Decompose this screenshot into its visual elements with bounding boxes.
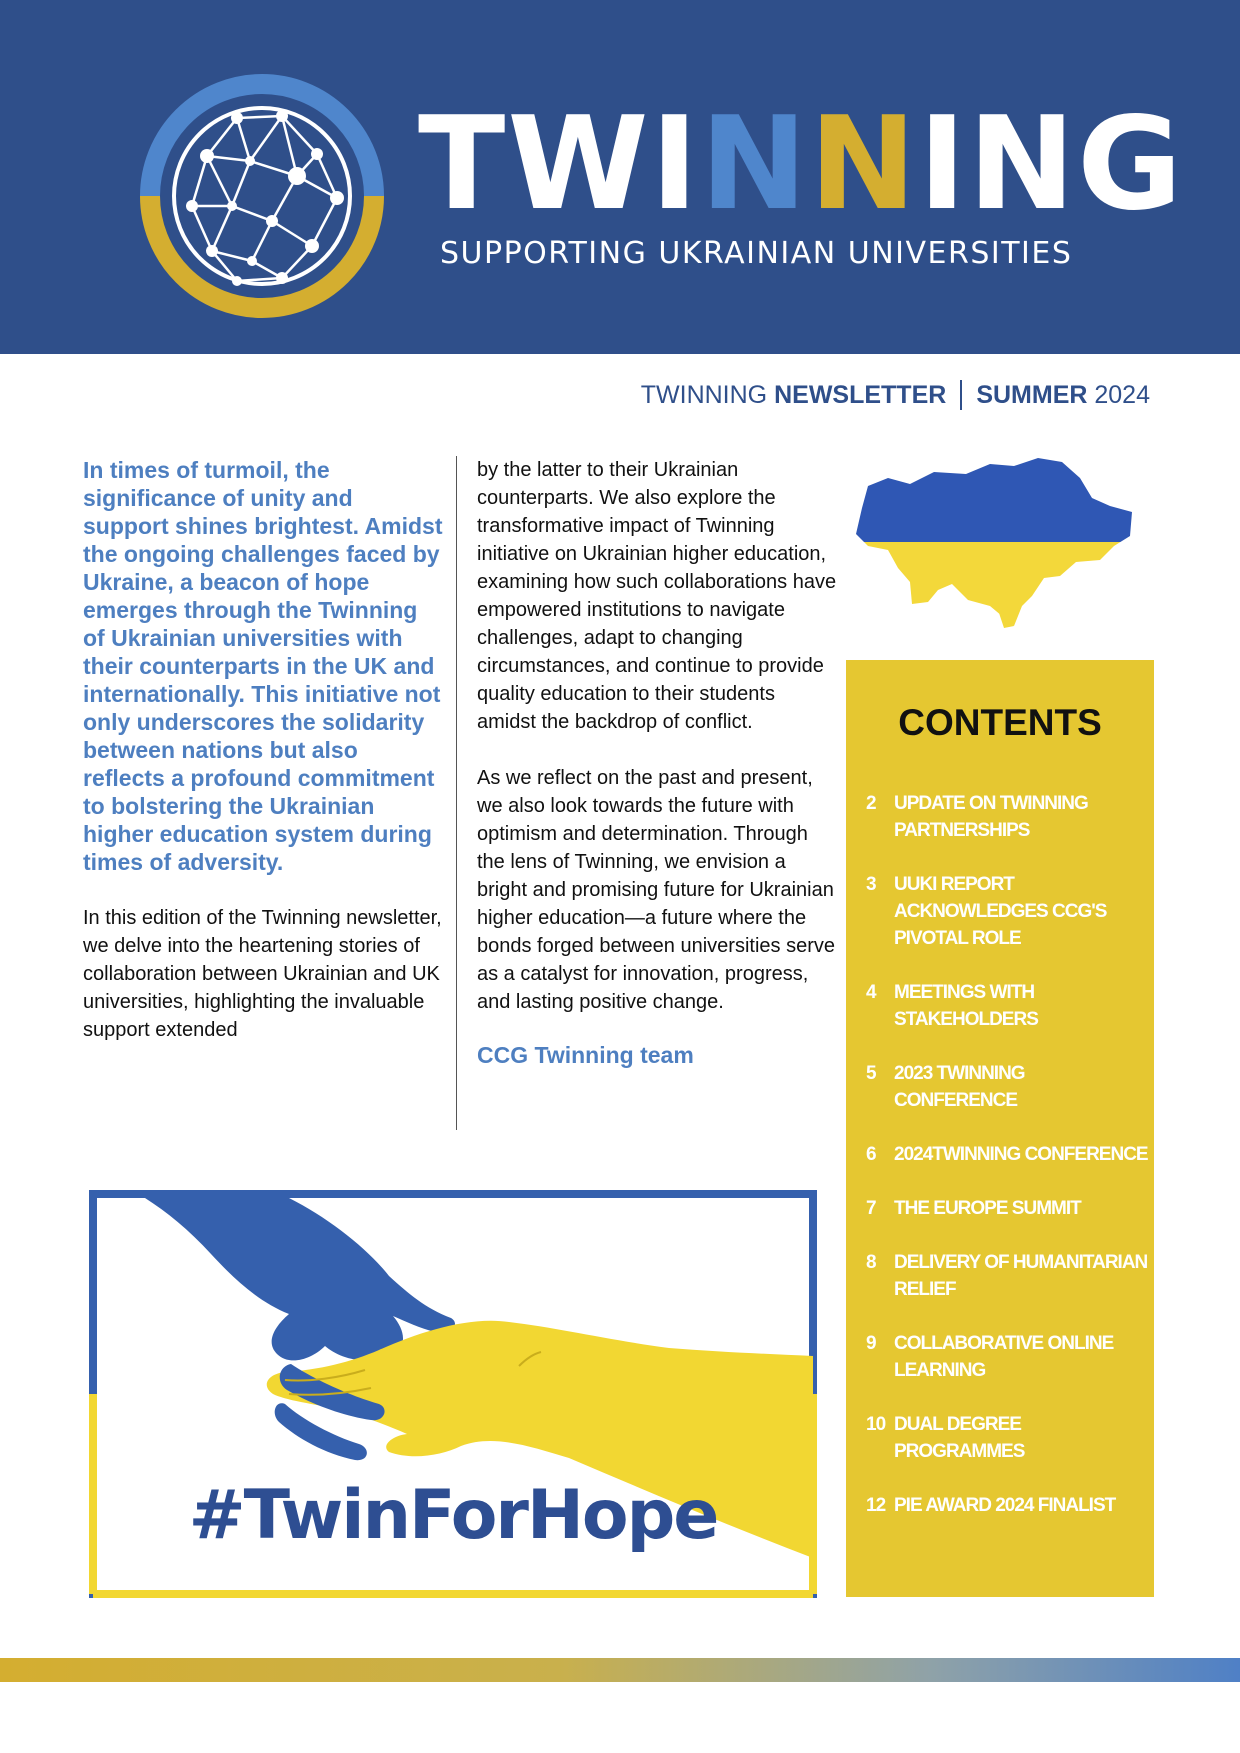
column-divider bbox=[456, 456, 457, 1130]
contents-item-title: MEETINGS WITH STAKEHOLDERS bbox=[894, 982, 1038, 1030]
intro-column-left bbox=[83, 456, 443, 1044]
masthead bbox=[0, 0, 1240, 354]
intro-paragraph-1-continued: by the latter to their Ukrainian counterparts. We also explore the transformative impact of Twinning initiative on Ukrainian higher education, examining how such collaborations have empowered institutions to navigate challenges, adapt to changing circumstances, and continue to provide quality education to their students amidst the backdrop of conflict. bbox=[477, 459, 837, 733]
contents-item[interactable] bbox=[866, 1141, 1148, 1168]
globe-network-logo-icon bbox=[132, 66, 392, 326]
contents-item[interactable] bbox=[866, 1195, 1148, 1222]
issue-type: NEWSLETTER bbox=[774, 380, 947, 409]
brand-part-4: ING bbox=[918, 90, 1185, 239]
contents-panel bbox=[846, 660, 1154, 1597]
contents-item-title: UUKI REPORT ACKNOWLEDGES CCG'S PIVOTAL ROLE bbox=[894, 874, 1107, 949]
intro-column-middle bbox=[477, 456, 839, 1069]
tagline: SUPPORTING UKRAINIAN UNIVERSITIES bbox=[440, 236, 1073, 271]
issue-year: 2024 bbox=[1094, 380, 1150, 409]
issue-prefix: TWINNING bbox=[640, 380, 768, 409]
contents-item-page: 2 bbox=[866, 793, 876, 814]
footer-gradient-bar bbox=[0, 1658, 1240, 1682]
brand-part-1: TWI bbox=[418, 90, 701, 239]
contents-item[interactable] bbox=[866, 871, 1148, 952]
contents-item[interactable] bbox=[866, 1492, 1148, 1519]
contents-item-page: 8 bbox=[866, 1252, 876, 1273]
contents-title: CONTENTS bbox=[898, 702, 1102, 743]
issue-label bbox=[641, 380, 1150, 410]
issue-season: SUMMER bbox=[976, 380, 1088, 409]
signature: CCG Twinning team bbox=[477, 1042, 694, 1068]
contents-item-title: DUAL DEGREE PROGRAMMES bbox=[894, 1414, 1025, 1462]
intro-paragraph-2: As we reflect on the past and present, we also look towards the future with optimism and determination. Through the lens of Twinning, we envision a bright and promising future for Ukrainian higher education—a future where the bonds forged between universities serve as a catalyst for innovation, progress, and lasting positive change. bbox=[477, 767, 835, 1013]
brand-part-2: N bbox=[700, 90, 810, 239]
contents-item-title: THE EUROPE SUMMIT bbox=[894, 1198, 1081, 1219]
contents-item[interactable] bbox=[866, 1060, 1148, 1114]
brand-wordmark bbox=[418, 90, 1185, 239]
contents-item-title: COLLABORATIVE ONLINE LEARNING bbox=[894, 1333, 1114, 1381]
contents-item[interactable] bbox=[866, 790, 1148, 844]
contents-item-page: 5 bbox=[866, 1063, 876, 1084]
contents-item-title: PIE AWARD 2024 FINALIST bbox=[894, 1495, 1116, 1516]
contents-item[interactable] bbox=[866, 1411, 1148, 1465]
contents-item-title: UPDATE ON TWINNING PARTNERSHIPS bbox=[894, 793, 1088, 841]
hashtag: #TwinForHope bbox=[188, 1476, 718, 1555]
contents-item[interactable] bbox=[866, 1330, 1148, 1384]
contents-item-page: 4 bbox=[866, 982, 876, 1003]
contents-item-page: 7 bbox=[866, 1198, 876, 1219]
brand-part-3: N bbox=[809, 90, 919, 239]
issue-separator bbox=[960, 380, 962, 410]
contents-item[interactable] bbox=[866, 1249, 1148, 1303]
contents-list bbox=[866, 790, 1148, 1546]
contents-item-page: 12 bbox=[866, 1495, 886, 1516]
contents-item[interactable] bbox=[866, 979, 1148, 1033]
contents-item-page: 3 bbox=[866, 874, 876, 895]
contents-item-title: DELIVERY OF HUMANITARIAN RELIEF bbox=[894, 1252, 1148, 1300]
intro-lead: In times of turmoil, the significance of unity and support shines brightest. Amidst the ongoing challenges faced by Ukraine, a beacon of hope emerges through the Twinning of Ukrainian universities with their counterparts in the UK and internationally. This initiative not only underscores the solidarity between nations but also reflects a profound commitment to bolstering the Ukrainian higher education system during times of adversity. bbox=[83, 457, 443, 875]
contents-item-title: 2024TWINNING CONFERENCE bbox=[894, 1144, 1148, 1165]
contents-item-title: 2023 TWINNING CONFERENCE bbox=[894, 1063, 1025, 1111]
contents-item-page: 6 bbox=[866, 1144, 876, 1165]
ukraine-map-icon bbox=[848, 450, 1134, 640]
contents-item-page: 10 bbox=[866, 1414, 886, 1435]
contents-item-page: 9 bbox=[866, 1333, 876, 1354]
intro-paragraph-1: In this edition of the Twinning newsletter, we delve into the heartening stories of collaboration between Ukrainian and UK universities, highlighting the invaluable support extended bbox=[83, 907, 442, 1041]
